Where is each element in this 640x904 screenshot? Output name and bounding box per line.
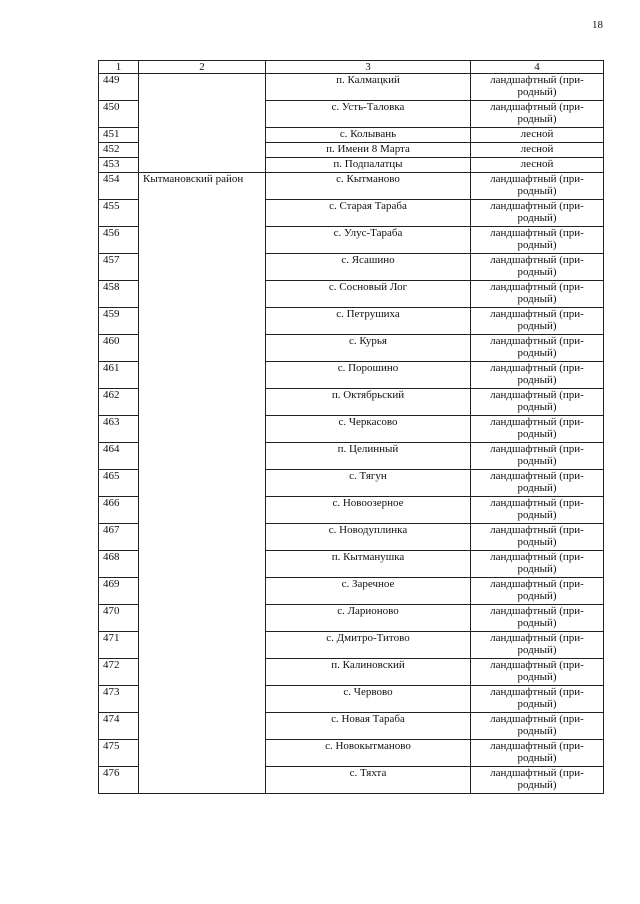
zone-type: ландшафтный (при-родный) xyxy=(471,659,604,686)
row-number: 459 xyxy=(99,308,139,335)
table-row xyxy=(99,74,604,101)
row-number: 460 xyxy=(99,335,139,362)
row-number: 461 xyxy=(99,362,139,389)
zone-type: ландшафтный (при-родный) xyxy=(471,362,604,389)
settlement-name: с. Колывань xyxy=(266,128,471,143)
row-number: 473 xyxy=(99,686,139,713)
row-number: 457 xyxy=(99,254,139,281)
row-number: 474 xyxy=(99,713,139,740)
zone-type: ландшафтный (при-родный) xyxy=(471,200,604,227)
row-number: 464 xyxy=(99,443,139,470)
district-cell: Кытмановский район xyxy=(139,173,266,794)
settlement-name: п. Калиновский xyxy=(266,659,471,686)
row-number: 471 xyxy=(99,632,139,659)
zone-type: ландшафтный (при-родный) xyxy=(471,470,604,497)
settlement-name: с. Новоозерное xyxy=(266,497,471,524)
row-number: 465 xyxy=(99,470,139,497)
row-number: 454 xyxy=(99,173,139,200)
settlement-name: с. Тяхта xyxy=(266,767,471,794)
zone-type: ландшафтный (при-родный) xyxy=(471,686,604,713)
zone-type: ландшафтный (при-родный) xyxy=(471,605,604,632)
header-col-3: 3 xyxy=(266,61,471,74)
settlement-name: с. Кытманово xyxy=(266,173,471,200)
settlement-name: с. Старая Тараба xyxy=(266,200,471,227)
row-number: 449 xyxy=(99,74,139,101)
settlement-name: с. Ясашино xyxy=(266,254,471,281)
settlement-name: с. Сосновый Лог xyxy=(266,281,471,308)
settlement-name: с. Новая Тараба xyxy=(266,713,471,740)
zone-type: ландшафтный (при-родный) xyxy=(471,740,604,767)
row-number: 469 xyxy=(99,578,139,605)
settlement-name: с. Дмитро-Титово xyxy=(266,632,471,659)
table-header-row xyxy=(99,61,604,74)
zone-type: ландшафтный (при-родный) xyxy=(471,767,604,794)
zone-type: ландшафтный (при-родный) xyxy=(471,335,604,362)
zone-type: ландшафтный (при-родный) xyxy=(471,74,604,101)
settlement-name: п. Подпалатцы xyxy=(266,158,471,173)
header-col-2: 2 xyxy=(139,61,266,74)
row-number: 470 xyxy=(99,605,139,632)
row-number: 462 xyxy=(99,389,139,416)
zone-type: ландшафтный (при-родный) xyxy=(471,713,604,740)
row-number: 466 xyxy=(99,497,139,524)
row-number: 463 xyxy=(99,416,139,443)
header-col-4: 4 xyxy=(471,61,604,74)
zone-type: лесной xyxy=(471,143,604,158)
district-cell xyxy=(139,74,266,173)
row-number: 475 xyxy=(99,740,139,767)
row-number: 468 xyxy=(99,551,139,578)
zone-type: ландшафтный (при-родный) xyxy=(471,551,604,578)
row-number: 467 xyxy=(99,524,139,551)
settlement-name: с. Черкасово xyxy=(266,416,471,443)
settlement-name: с. Червово xyxy=(266,686,471,713)
settlement-name: с. Новокытманово xyxy=(266,740,471,767)
zone-type: лесной xyxy=(471,158,604,173)
zone-type: ландшафтный (при-родный) xyxy=(471,308,604,335)
zone-type: ландшафтный (при-родный) xyxy=(471,101,604,128)
zone-type: ландшафтный (при-родный) xyxy=(471,443,604,470)
zone-type: ландшафтный (при-родный) xyxy=(471,416,604,443)
settlement-name: с. Усть-Таловка xyxy=(266,101,471,128)
settlement-name: с. Ларионово xyxy=(266,605,471,632)
settlement-name: п. Целинный xyxy=(266,443,471,470)
table-row xyxy=(99,173,604,200)
settlement-name: п. Имени 8 Марта xyxy=(266,143,471,158)
settlement-name: с. Заречное xyxy=(266,578,471,605)
zone-type: ландшафтный (при-родный) xyxy=(471,173,604,200)
row-number: 452 xyxy=(99,143,139,158)
row-number: 451 xyxy=(99,128,139,143)
zone-type: ландшафтный (при-родный) xyxy=(471,281,604,308)
settlements-table xyxy=(98,60,604,794)
row-number: 458 xyxy=(99,281,139,308)
zone-type: ландшафтный (при-родный) xyxy=(471,578,604,605)
zone-type: ландшафтный (при-родный) xyxy=(471,497,604,524)
settlement-name: с. Новодуплинка xyxy=(266,524,471,551)
header-col-1: 1 xyxy=(99,61,139,74)
settlement-name: п. Калмацкий xyxy=(266,74,471,101)
settlement-name: с. Порошино xyxy=(266,362,471,389)
row-number: 472 xyxy=(99,659,139,686)
row-number: 476 xyxy=(99,767,139,794)
row-number: 450 xyxy=(99,101,139,128)
settlement-name: с. Тягун xyxy=(266,470,471,497)
settlement-name: п. Кытманушка xyxy=(266,551,471,578)
zone-type: лесной xyxy=(471,128,604,143)
zone-type: ландшафтный (при-родный) xyxy=(471,254,604,281)
settlement-name: с. Петрушиха xyxy=(266,308,471,335)
row-number: 456 xyxy=(99,227,139,254)
page-number: 18 xyxy=(592,19,603,31)
zone-type: ландшафтный (при-родный) xyxy=(471,632,604,659)
settlement-name: с. Курья xyxy=(266,335,471,362)
zone-type: ландшафтный (при-родный) xyxy=(471,389,604,416)
settlement-name: с. Улус-Тараба xyxy=(266,227,471,254)
zone-type: ландшафтный (при-родный) xyxy=(471,524,604,551)
settlement-name: п. Октябрьский xyxy=(266,389,471,416)
row-number: 455 xyxy=(99,200,139,227)
row-number: 453 xyxy=(99,158,139,173)
zone-type: ландшафтный (при-родный) xyxy=(471,227,604,254)
